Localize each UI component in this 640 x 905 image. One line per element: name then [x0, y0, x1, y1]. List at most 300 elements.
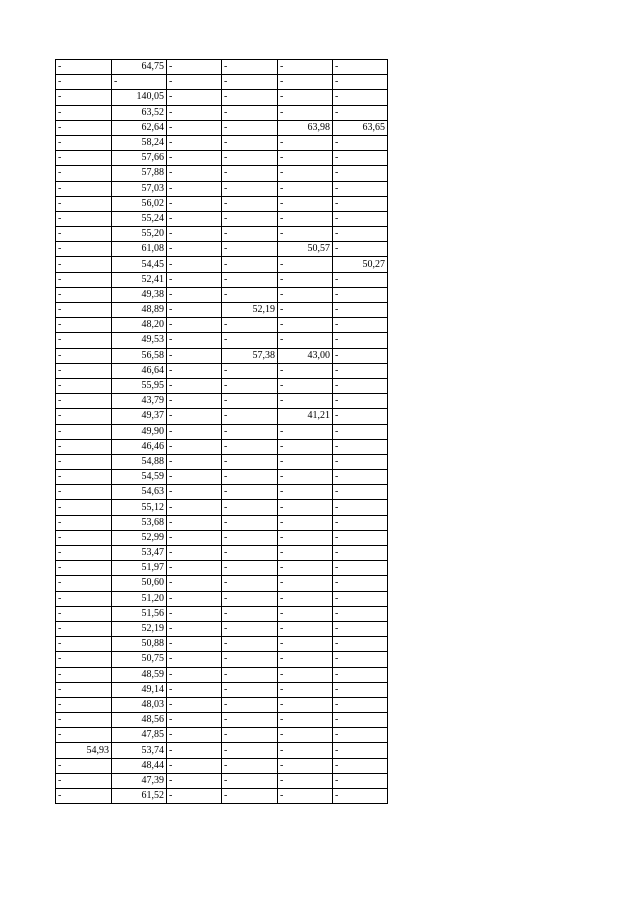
table-cell: - — [278, 90, 333, 105]
table-cell: - — [167, 333, 222, 348]
table-cell: - — [56, 500, 112, 515]
table-cell: - — [56, 227, 112, 242]
table-cell: - — [333, 667, 388, 682]
table-cell: - — [333, 773, 388, 788]
table-cell: - — [167, 303, 222, 318]
table-cell: - — [56, 166, 112, 181]
table-cell: - — [56, 105, 112, 120]
table-row — [56, 682, 388, 697]
table-cell: 49,90 — [112, 424, 167, 439]
table-cell: - — [333, 227, 388, 242]
table-cell: - — [333, 394, 388, 409]
table-cell: - — [167, 728, 222, 743]
table-row — [56, 287, 388, 302]
table-cell: - — [167, 561, 222, 576]
table-cell: - — [167, 211, 222, 226]
table-cell: - — [278, 211, 333, 226]
table-cell: - — [333, 135, 388, 150]
table-cell: - — [333, 500, 388, 515]
table-cell: - — [278, 561, 333, 576]
table-cell: 63,52 — [112, 105, 167, 120]
table-cell: - — [167, 789, 222, 804]
table-cell: 62,64 — [112, 120, 167, 135]
table-row — [56, 713, 388, 728]
table-row — [56, 303, 388, 318]
table-cell: - — [333, 151, 388, 166]
table-cell: 58,24 — [112, 135, 167, 150]
table-cell: - — [56, 637, 112, 652]
table-row — [56, 637, 388, 652]
table-cell: - — [56, 439, 112, 454]
table-cell: - — [278, 181, 333, 196]
table-cell: 43,00 — [278, 348, 333, 363]
table-cell: - — [222, 621, 278, 636]
table-cell: - — [167, 621, 222, 636]
table-cell: - — [278, 378, 333, 393]
table-row — [56, 515, 388, 530]
table-cell: 63,98 — [278, 120, 333, 135]
table-cell: - — [333, 546, 388, 561]
table-cell: - — [222, 697, 278, 712]
table-cell: - — [278, 500, 333, 515]
table-cell: - — [278, 667, 333, 682]
table-cell: - — [333, 105, 388, 120]
table-cell: - — [333, 606, 388, 621]
table-cell: - — [222, 546, 278, 561]
table-cell: - — [167, 227, 222, 242]
table-row — [56, 789, 388, 804]
table-cell: 52,19 — [222, 303, 278, 318]
table-cell: - — [56, 181, 112, 196]
table-cell: - — [278, 470, 333, 485]
table-cell: - — [167, 773, 222, 788]
table-cell: - — [278, 713, 333, 728]
table-cell: - — [56, 606, 112, 621]
table-row — [56, 606, 388, 621]
table-cell: - — [222, 485, 278, 500]
table-cell: - — [278, 303, 333, 318]
table-cell: - — [333, 682, 388, 697]
table-cell: - — [333, 348, 388, 363]
table-row — [56, 667, 388, 682]
table-cell: 55,20 — [112, 227, 167, 242]
table-row — [56, 348, 388, 363]
table-cell: - — [278, 576, 333, 591]
table-cell: - — [222, 378, 278, 393]
table-cell: - — [167, 546, 222, 561]
table-cell: - — [278, 728, 333, 743]
table-cell: 61,08 — [112, 242, 167, 257]
table-cell: - — [333, 561, 388, 576]
table-cell: - — [112, 75, 167, 90]
table-cell: 54,93 — [56, 743, 112, 758]
table-cell: 50,57 — [278, 242, 333, 257]
table-cell: - — [222, 75, 278, 90]
table-cell: - — [56, 333, 112, 348]
table-cell: - — [222, 424, 278, 439]
table-row — [56, 272, 388, 287]
table-cell: - — [278, 682, 333, 697]
table-row — [56, 470, 388, 485]
table-cell: - — [167, 151, 222, 166]
table-row — [56, 90, 388, 105]
table-cell: - — [278, 227, 333, 242]
table-cell: 49,38 — [112, 287, 167, 302]
table-cell: - — [333, 728, 388, 743]
table-cell: - — [278, 546, 333, 561]
table-cell: - — [222, 363, 278, 378]
table-cell: - — [222, 652, 278, 667]
table-cell: 50,75 — [112, 652, 167, 667]
table-cell: 41,21 — [278, 409, 333, 424]
table-cell: - — [56, 576, 112, 591]
table-cell: - — [278, 485, 333, 500]
table-cell: - — [56, 135, 112, 150]
table-cell: - — [278, 773, 333, 788]
table-cell: - — [278, 530, 333, 545]
table-cell: - — [333, 530, 388, 545]
table-cell: 61,52 — [112, 789, 167, 804]
table-cell: 51,56 — [112, 606, 167, 621]
table-cell: 48,20 — [112, 318, 167, 333]
table-cell: - — [278, 287, 333, 302]
table-cell: 53,74 — [112, 743, 167, 758]
table-cell: - — [56, 424, 112, 439]
table-cell: - — [222, 181, 278, 196]
table-cell: - — [278, 424, 333, 439]
table-cell: - — [167, 743, 222, 758]
table-cell: 63,65 — [333, 120, 388, 135]
table-cell: - — [333, 470, 388, 485]
table-cell: - — [56, 394, 112, 409]
table-row — [56, 60, 388, 75]
table-row — [56, 454, 388, 469]
table-cell: - — [56, 773, 112, 788]
table-cell: 51,20 — [112, 591, 167, 606]
table-cell: - — [167, 652, 222, 667]
table-cell: - — [56, 75, 112, 90]
table-cell: - — [56, 667, 112, 682]
table-row — [56, 120, 388, 135]
table-cell: 50,60 — [112, 576, 167, 591]
table-cell: - — [222, 591, 278, 606]
table-cell: - — [222, 576, 278, 591]
table-cell: - — [333, 515, 388, 530]
table-cell: - — [333, 637, 388, 652]
table-cell: - — [333, 454, 388, 469]
table-cell: - — [56, 591, 112, 606]
table-cell: - — [167, 242, 222, 257]
table-cell: - — [333, 576, 388, 591]
table-cell: - — [167, 135, 222, 150]
table-cell: - — [167, 424, 222, 439]
table-cell: - — [222, 606, 278, 621]
table-cell: 49,53 — [112, 333, 167, 348]
table-cell: 55,12 — [112, 500, 167, 515]
table-cell: - — [56, 151, 112, 166]
table-cell: - — [56, 515, 112, 530]
table-cell: - — [333, 652, 388, 667]
table-cell: - — [56, 303, 112, 318]
table-row — [56, 318, 388, 333]
table-cell: 43,79 — [112, 394, 167, 409]
table-cell: - — [56, 682, 112, 697]
table-row — [56, 196, 388, 211]
table-cell: - — [222, 637, 278, 652]
table-cell: - — [333, 378, 388, 393]
table-row — [56, 500, 388, 515]
table-cell: 52,99 — [112, 530, 167, 545]
table-cell: 49,14 — [112, 682, 167, 697]
table-cell: - — [333, 242, 388, 257]
table-cell: 140,05 — [112, 90, 167, 105]
table-cell: - — [56, 789, 112, 804]
table-cell: - — [167, 591, 222, 606]
table-cell: - — [278, 394, 333, 409]
table-cell: - — [333, 211, 388, 226]
table-row — [56, 530, 388, 545]
table-cell: 48,59 — [112, 667, 167, 682]
table-cell: - — [278, 272, 333, 287]
table-cell: - — [56, 211, 112, 226]
table-cell: - — [278, 75, 333, 90]
table-cell: - — [278, 333, 333, 348]
table-cell: - — [222, 454, 278, 469]
table-cell: 53,47 — [112, 546, 167, 561]
table-cell: - — [56, 546, 112, 561]
table-cell: - — [222, 713, 278, 728]
table-cell: - — [222, 287, 278, 302]
table-row — [56, 424, 388, 439]
table-cell: - — [222, 439, 278, 454]
table-row — [56, 773, 388, 788]
table-cell: 49,37 — [112, 409, 167, 424]
table-cell: - — [167, 530, 222, 545]
table-cell: 46,64 — [112, 363, 167, 378]
table-cell: - — [333, 75, 388, 90]
table-cell: - — [167, 439, 222, 454]
table-cell: 54,59 — [112, 470, 167, 485]
table-row — [56, 439, 388, 454]
table-cell: - — [222, 120, 278, 135]
table-cell: - — [167, 257, 222, 272]
table-cell: 50,88 — [112, 637, 167, 652]
table-cell: - — [222, 773, 278, 788]
table-row — [56, 394, 388, 409]
table-cell: - — [56, 697, 112, 712]
table-cell: - — [333, 303, 388, 318]
table-cell: - — [167, 60, 222, 75]
table-cell: - — [333, 272, 388, 287]
table-cell: - — [222, 166, 278, 181]
table-cell: 48,56 — [112, 713, 167, 728]
table-row — [56, 697, 388, 712]
table-cell: - — [56, 272, 112, 287]
table-body — [56, 60, 388, 804]
table-cell: - — [222, 515, 278, 530]
table-cell: 52,19 — [112, 621, 167, 636]
table-cell: - — [278, 439, 333, 454]
table-cell: - — [333, 166, 388, 181]
table-cell: - — [167, 713, 222, 728]
table-cell: - — [278, 363, 333, 378]
table-cell: - — [222, 105, 278, 120]
table-row — [56, 591, 388, 606]
table-cell: 47,39 — [112, 773, 167, 788]
table-cell: - — [56, 530, 112, 545]
table-cell: - — [333, 181, 388, 196]
table-cell: - — [56, 120, 112, 135]
table-cell: - — [278, 606, 333, 621]
table-cell: - — [333, 713, 388, 728]
table-cell: - — [222, 682, 278, 697]
table-row — [56, 409, 388, 424]
table-cell: - — [56, 409, 112, 424]
table-row — [56, 546, 388, 561]
table-cell: - — [56, 485, 112, 500]
table-cell: - — [222, 211, 278, 226]
table-cell: 50,27 — [333, 257, 388, 272]
table-row — [56, 743, 388, 758]
table-row — [56, 333, 388, 348]
table-cell: - — [222, 789, 278, 804]
table-cell: - — [167, 606, 222, 621]
table-row — [56, 485, 388, 500]
table-cell: 57,66 — [112, 151, 167, 166]
table-cell: - — [56, 621, 112, 636]
table-cell: 48,89 — [112, 303, 167, 318]
table-cell: - — [333, 789, 388, 804]
table-cell: - — [333, 621, 388, 636]
table-row — [56, 576, 388, 591]
table-cell: - — [167, 378, 222, 393]
table-cell: - — [333, 743, 388, 758]
table-cell: - — [333, 697, 388, 712]
table-cell: - — [278, 758, 333, 773]
table-cell: - — [222, 60, 278, 75]
table-row — [56, 151, 388, 166]
table-cell: 51,97 — [112, 561, 167, 576]
table-cell: - — [167, 120, 222, 135]
table-cell: 56,02 — [112, 196, 167, 211]
table-cell: - — [278, 515, 333, 530]
table-cell: - — [167, 485, 222, 500]
table-cell: - — [56, 257, 112, 272]
table-cell: - — [333, 439, 388, 454]
table-cell: - — [333, 424, 388, 439]
table-cell: - — [333, 287, 388, 302]
table-cell: - — [167, 409, 222, 424]
table-row — [56, 75, 388, 90]
table-cell: - — [222, 242, 278, 257]
table-cell: - — [278, 151, 333, 166]
table-cell: - — [278, 789, 333, 804]
table-cell: - — [333, 363, 388, 378]
table-row — [56, 135, 388, 150]
table-row — [56, 378, 388, 393]
table-cell: - — [222, 758, 278, 773]
table-cell: - — [167, 697, 222, 712]
table-cell: - — [56, 652, 112, 667]
table-cell: - — [222, 409, 278, 424]
table-row — [56, 561, 388, 576]
table-cell: - — [333, 90, 388, 105]
table-cell: - — [167, 454, 222, 469]
table-cell: - — [222, 667, 278, 682]
table-cell: - — [333, 485, 388, 500]
table-cell: - — [278, 166, 333, 181]
table-cell: - — [56, 242, 112, 257]
table-cell: - — [167, 90, 222, 105]
table-cell: 47,85 — [112, 728, 167, 743]
table-cell: - — [222, 728, 278, 743]
table-cell: - — [278, 454, 333, 469]
table-cell: - — [222, 530, 278, 545]
table-row — [56, 621, 388, 636]
table-cell: - — [167, 576, 222, 591]
table-cell: 57,03 — [112, 181, 167, 196]
table-cell: - — [278, 135, 333, 150]
table-cell: - — [278, 257, 333, 272]
table-cell: - — [278, 318, 333, 333]
table-cell: - — [333, 60, 388, 75]
table-cell: - — [56, 363, 112, 378]
table-cell: - — [222, 561, 278, 576]
table-cell: - — [333, 591, 388, 606]
data-table — [55, 59, 388, 804]
table-cell: 48,44 — [112, 758, 167, 773]
table-cell: 57,88 — [112, 166, 167, 181]
table-cell: - — [222, 257, 278, 272]
table-cell: - — [167, 348, 222, 363]
table-cell: - — [222, 135, 278, 150]
table-cell: - — [56, 196, 112, 211]
table-row — [56, 728, 388, 743]
table-cell: - — [56, 90, 112, 105]
table-cell: - — [167, 272, 222, 287]
table-cell: - — [167, 500, 222, 515]
table-row — [56, 211, 388, 226]
table-cell: - — [278, 591, 333, 606]
table-cell: - — [222, 196, 278, 211]
table-cell: - — [333, 318, 388, 333]
table-cell: - — [167, 667, 222, 682]
table-cell: - — [222, 470, 278, 485]
table-cell: - — [167, 682, 222, 697]
table-cell: - — [278, 105, 333, 120]
table-cell: 64,75 — [112, 60, 167, 75]
table-cell: - — [222, 500, 278, 515]
table-cell: - — [278, 60, 333, 75]
table-cell: 56,58 — [112, 348, 167, 363]
table-cell: - — [333, 758, 388, 773]
table-cell: - — [56, 318, 112, 333]
table-cell: - — [167, 363, 222, 378]
table-row — [56, 227, 388, 242]
table-cell: - — [56, 758, 112, 773]
table-row — [56, 166, 388, 181]
table-cell: - — [333, 409, 388, 424]
table-cell: - — [56, 348, 112, 363]
table-cell: - — [56, 287, 112, 302]
table-cell: - — [222, 333, 278, 348]
table-cell: - — [222, 90, 278, 105]
table-cell: 54,88 — [112, 454, 167, 469]
table-cell: 46,46 — [112, 439, 167, 454]
table-row — [56, 257, 388, 272]
table-cell: 57,38 — [222, 348, 278, 363]
table-cell: - — [56, 561, 112, 576]
